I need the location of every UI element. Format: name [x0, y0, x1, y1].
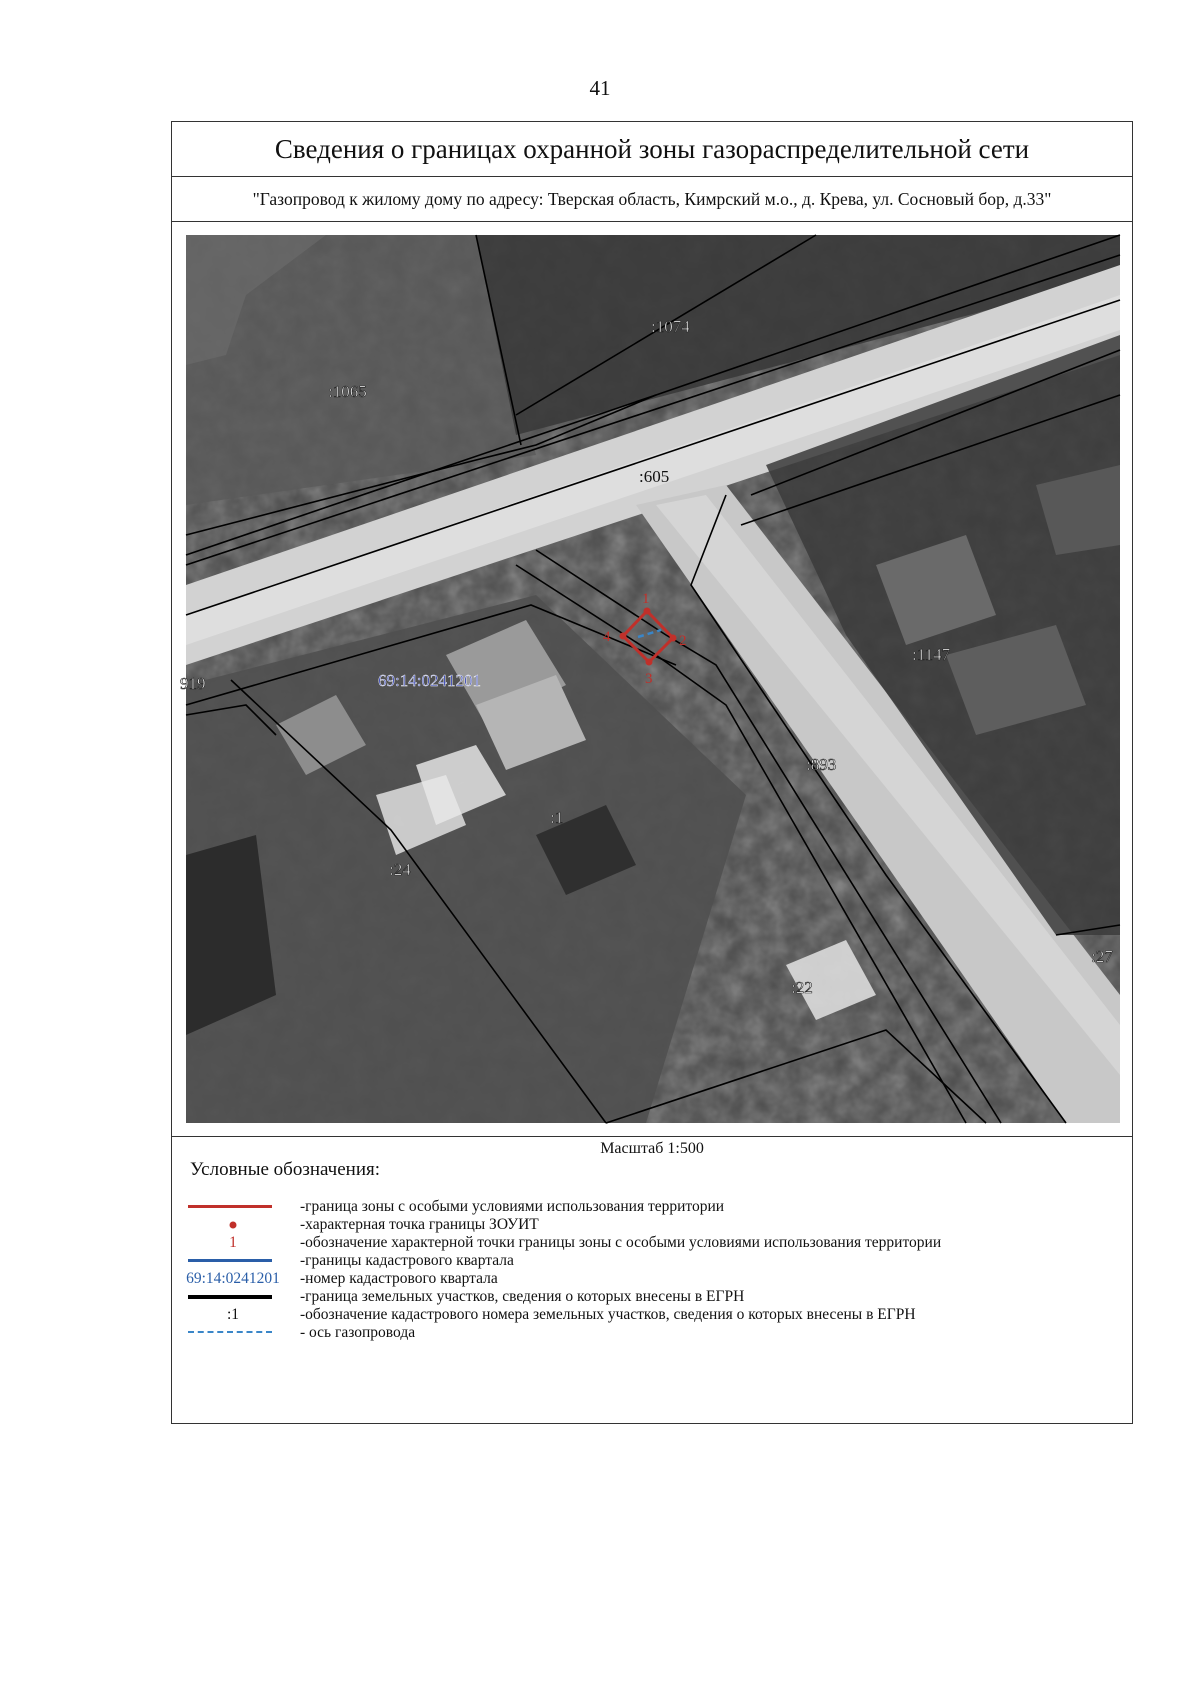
parcel-label: :1147 — [912, 645, 951, 664]
object-address: "Газопровод к жилому дому по адресу: Тверская область, Кимрский м.о., д. Крева, ул. Сосновый бор, д.33" — [172, 177, 1132, 222]
parcel-label: :1065 — [328, 382, 367, 401]
legend-item — [172, 1270, 1132, 1288]
legend-text: -граница земельных участков, сведения о которых внесены в ЕГРН — [300, 1288, 745, 1305]
parcel-label: :1074 — [651, 317, 690, 336]
legend-item — [172, 1306, 1132, 1324]
point-number-label: 1 — [642, 591, 650, 607]
blue-line-icon — [188, 1259, 272, 1262]
red-line-icon — [188, 1205, 272, 1208]
aerial-map — [180, 235, 1120, 1123]
parcel-label: :22 — [791, 978, 813, 997]
parcel-label: :893 — [806, 755, 837, 774]
parcel-label: :1 — [550, 808, 564, 827]
map-view[interactable] — [180, 235, 1120, 1123]
quarter-label: 69:14:0241201 — [378, 671, 481, 690]
legend-item — [172, 1216, 1132, 1234]
quarter-number-symbol: 69:14:0241201 — [186, 1270, 280, 1287]
legend-text: - ось газопровода — [300, 1324, 416, 1341]
page-number: 41 — [589, 76, 611, 100]
red-dot-icon — [172, 1216, 294, 1234]
point-number-label: 4 — [603, 629, 611, 645]
legend-item — [172, 1198, 1132, 1216]
legend-item — [172, 1234, 1132, 1252]
legend-text: -обозначение кадастрового номера земельных участков, сведения о которых внесены в ЕГРН — [300, 1306, 916, 1323]
black-line-icon — [188, 1295, 272, 1299]
zone-point — [670, 635, 677, 642]
parcel-label: :27 — [1091, 947, 1113, 966]
legend-title: Условные обозначения: — [190, 1159, 381, 1180]
zone-point — [620, 633, 627, 640]
legend-text: -характерная точка границы ЗОУИТ — [300, 1216, 539, 1233]
zone-point — [646, 659, 653, 666]
zone-point — [644, 608, 651, 615]
parcel-number-symbol: :1 — [226, 1306, 240, 1323]
document-frame — [171, 121, 1133, 1424]
legend-text: -номер кадастрового квартала — [300, 1270, 498, 1287]
divider — [172, 1136, 1132, 1137]
legend-item — [172, 1288, 1132, 1306]
legend-item — [172, 1252, 1132, 1270]
legend-text: -границы кадастрового квартала — [300, 1252, 514, 1269]
legend-item — [172, 1324, 1132, 1342]
parcel-label: :605 — [639, 467, 670, 486]
map-scale: Масштаб 1:500 — [600, 1140, 704, 1157]
point-number-label: 2 — [679, 633, 687, 649]
legend-text: -граница зоны с особыми условиями использования территории — [300, 1198, 725, 1215]
parcel-label: :24 — [389, 860, 411, 879]
legend-text: -обозначение характерной точки границы зоны с особыми условиями использования территории — [300, 1234, 942, 1251]
point-number-label: 3 — [645, 671, 653, 687]
point-number-symbol: 1 — [229, 1234, 237, 1251]
page-title: Сведения о границах охранной зоны газораспределительной сети — [172, 122, 1132, 177]
dashed-blue-line-icon — [188, 1331, 272, 1333]
parcel-label: 919 — [180, 674, 206, 693]
